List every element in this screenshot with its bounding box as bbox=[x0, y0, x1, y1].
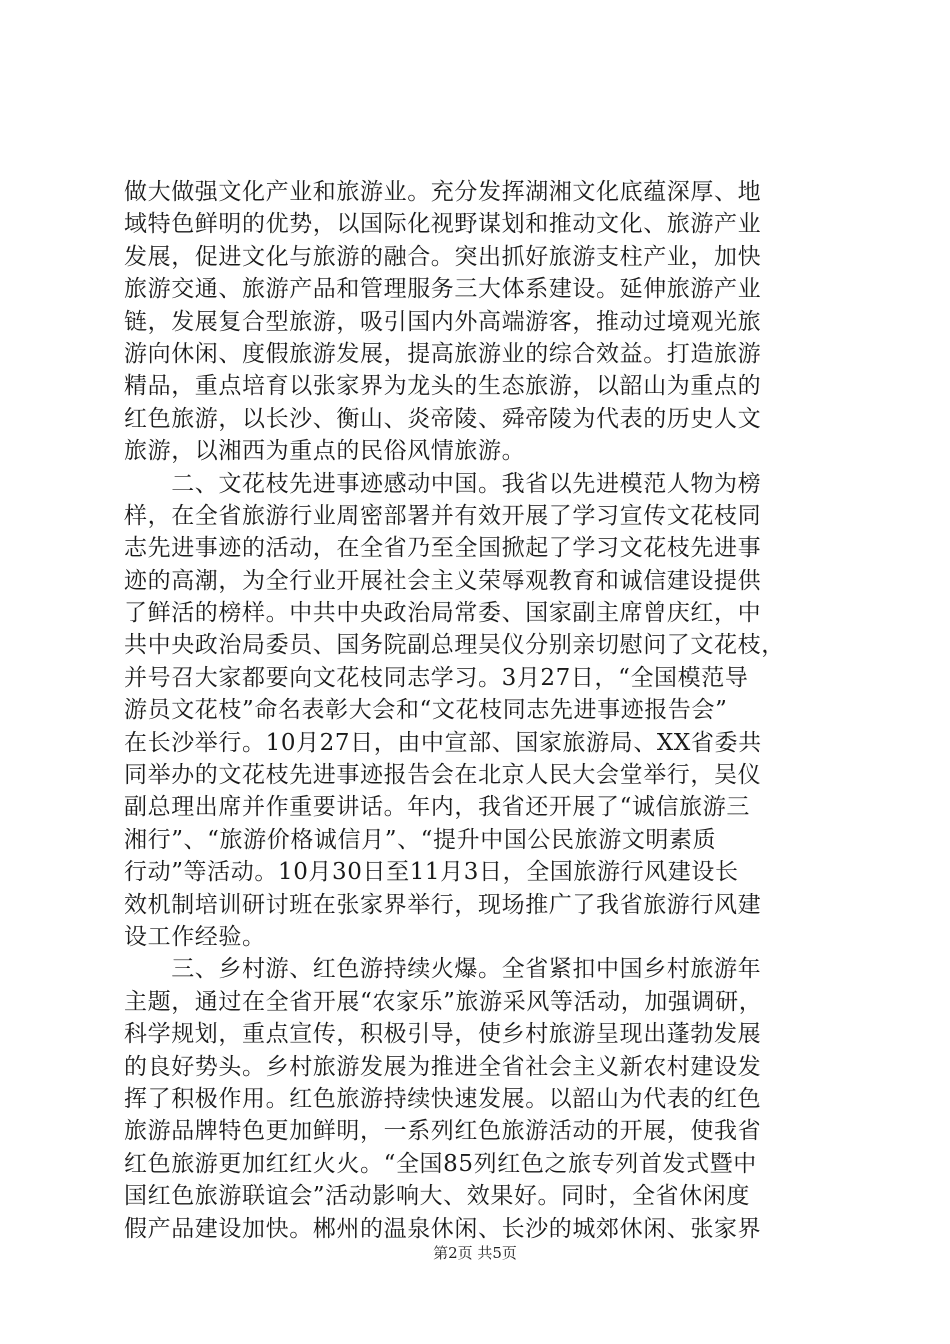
text-line: 迹的高潮，为全行业开展社会主义荣辱观教育和诚信建设提供 bbox=[124, 567, 762, 594]
text-line: 副总理出席并作重要讲话。年内，我省还开展了“诚信旅游三 bbox=[124, 794, 750, 821]
text-line: 并号召大家都要向文花枝同志学习。3月27日，“全国模范导 bbox=[124, 664, 749, 691]
text-line: 挥了积极作用。红色旅游持续快速发展。以韶山为代表的红色 bbox=[124, 1085, 762, 1112]
text-line: 游员文花枝”命名表彰大会和“文花枝同志先进事迹报告会” bbox=[124, 697, 728, 724]
text-line: 主题，通过在全省开展“农家乐”旅游采风等活动，加强调研， bbox=[124, 988, 763, 1015]
text-line: 精品，重点培育以张家界为龙头的生态旅游，以韶山为重点的 bbox=[124, 373, 762, 400]
text-line: 在长沙举行。10月27日，由中宣部、国家旅游局、XX省委共 bbox=[124, 729, 762, 756]
page-footer: 第2页 共5页 bbox=[433, 1244, 517, 1262]
text-line: 二、文花枝先进事迹感动中国。我省以先进模范人物为榜 bbox=[124, 470, 762, 497]
text-line: 游向休闲、度假旅游发展，提高旅游业的综合效益。打造旅游 bbox=[124, 340, 762, 367]
text-line: 国红色旅游联谊会”活动影响大、效果好。同时，全省休闲度 bbox=[124, 1183, 750, 1210]
text-line: 做大做强文化产业和旅游业。充分发挥湖湘文化底蕴深厚、地 bbox=[124, 179, 762, 205]
text-line: 共中央政治局委员、国务院副总理吴仪分别亲切慰问了文花枝， bbox=[124, 632, 785, 659]
text-line: 科学规划，重点宣传，积极引导，使乡村旅游呈现出蓬勃发展 bbox=[124, 1021, 762, 1048]
text-line: 三、乡村游、红色游持续火爆。全省紧扣中国乡村旅游年 bbox=[124, 956, 762, 983]
text-line: 红色旅游，以长沙、衡山、炎帝陵、舜帝陵为代表的历史人文 bbox=[124, 405, 762, 432]
text-line: 旅游交通、旅游产品和管理服务三大体系建设。延伸旅游产业 bbox=[124, 276, 762, 303]
text-line: 发展，促进文化与旅游的融合。突出抓好旅游支柱产业，加快 bbox=[124, 243, 762, 270]
text-line: 假产品建设加快。郴州的温泉休闲、长沙的城郊休闲、张家界 bbox=[124, 1215, 762, 1242]
text-line: 旅游品牌特色更加鲜明，一系列红色旅游活动的开展，使我省 bbox=[124, 1118, 762, 1145]
text-line: 的良好势头。乡村旅游发展为推进全省社会主义新农村建设发 bbox=[124, 1053, 762, 1080]
text-line: 同举办的文花枝先进事迹报告会在北京人民大会堂举行，吴仪 bbox=[124, 762, 762, 789]
text-line: 了鲜活的榜样。中共中央政治局常委、国家副主席曾庆红，中 bbox=[124, 600, 762, 627]
text-line: 旅游，以湘西为重点的民俗风情旅游。 bbox=[124, 438, 526, 465]
text-line: 湘行”、“旅游价格诚信月”、“提升中国公民旅游文明素质 bbox=[124, 826, 717, 853]
text-line: 志先进事迹的活动，在全省乃至全国掀起了学习文花枝先进事 bbox=[124, 535, 762, 562]
text-line: 域特色鲜明的优势，以国际化视野谋划和推动文化、旅游产业 bbox=[124, 211, 762, 238]
text-line: 设工作经验。 bbox=[124, 923, 266, 950]
body-text bbox=[124, 176, 830, 1245]
text-line: 行动”等活动。10月30日至11月3日，全国旅游行风建设长 bbox=[124, 859, 739, 886]
text-line: 样，在全省旅游行业周密部署并有效开展了学习宣传文花枝同 bbox=[124, 502, 762, 529]
text-line: 红色旅游更加红红火火。“全国85列红色之旅专列首发式暨中 bbox=[124, 1150, 757, 1177]
text-line: 链，发展复合型旅游，吸引国内外高端游客，推动过境观光旅 bbox=[124, 308, 762, 335]
text-line: 效机制培训研讨班在张家界举行，现场推广了我省旅游行风建 bbox=[124, 891, 762, 918]
